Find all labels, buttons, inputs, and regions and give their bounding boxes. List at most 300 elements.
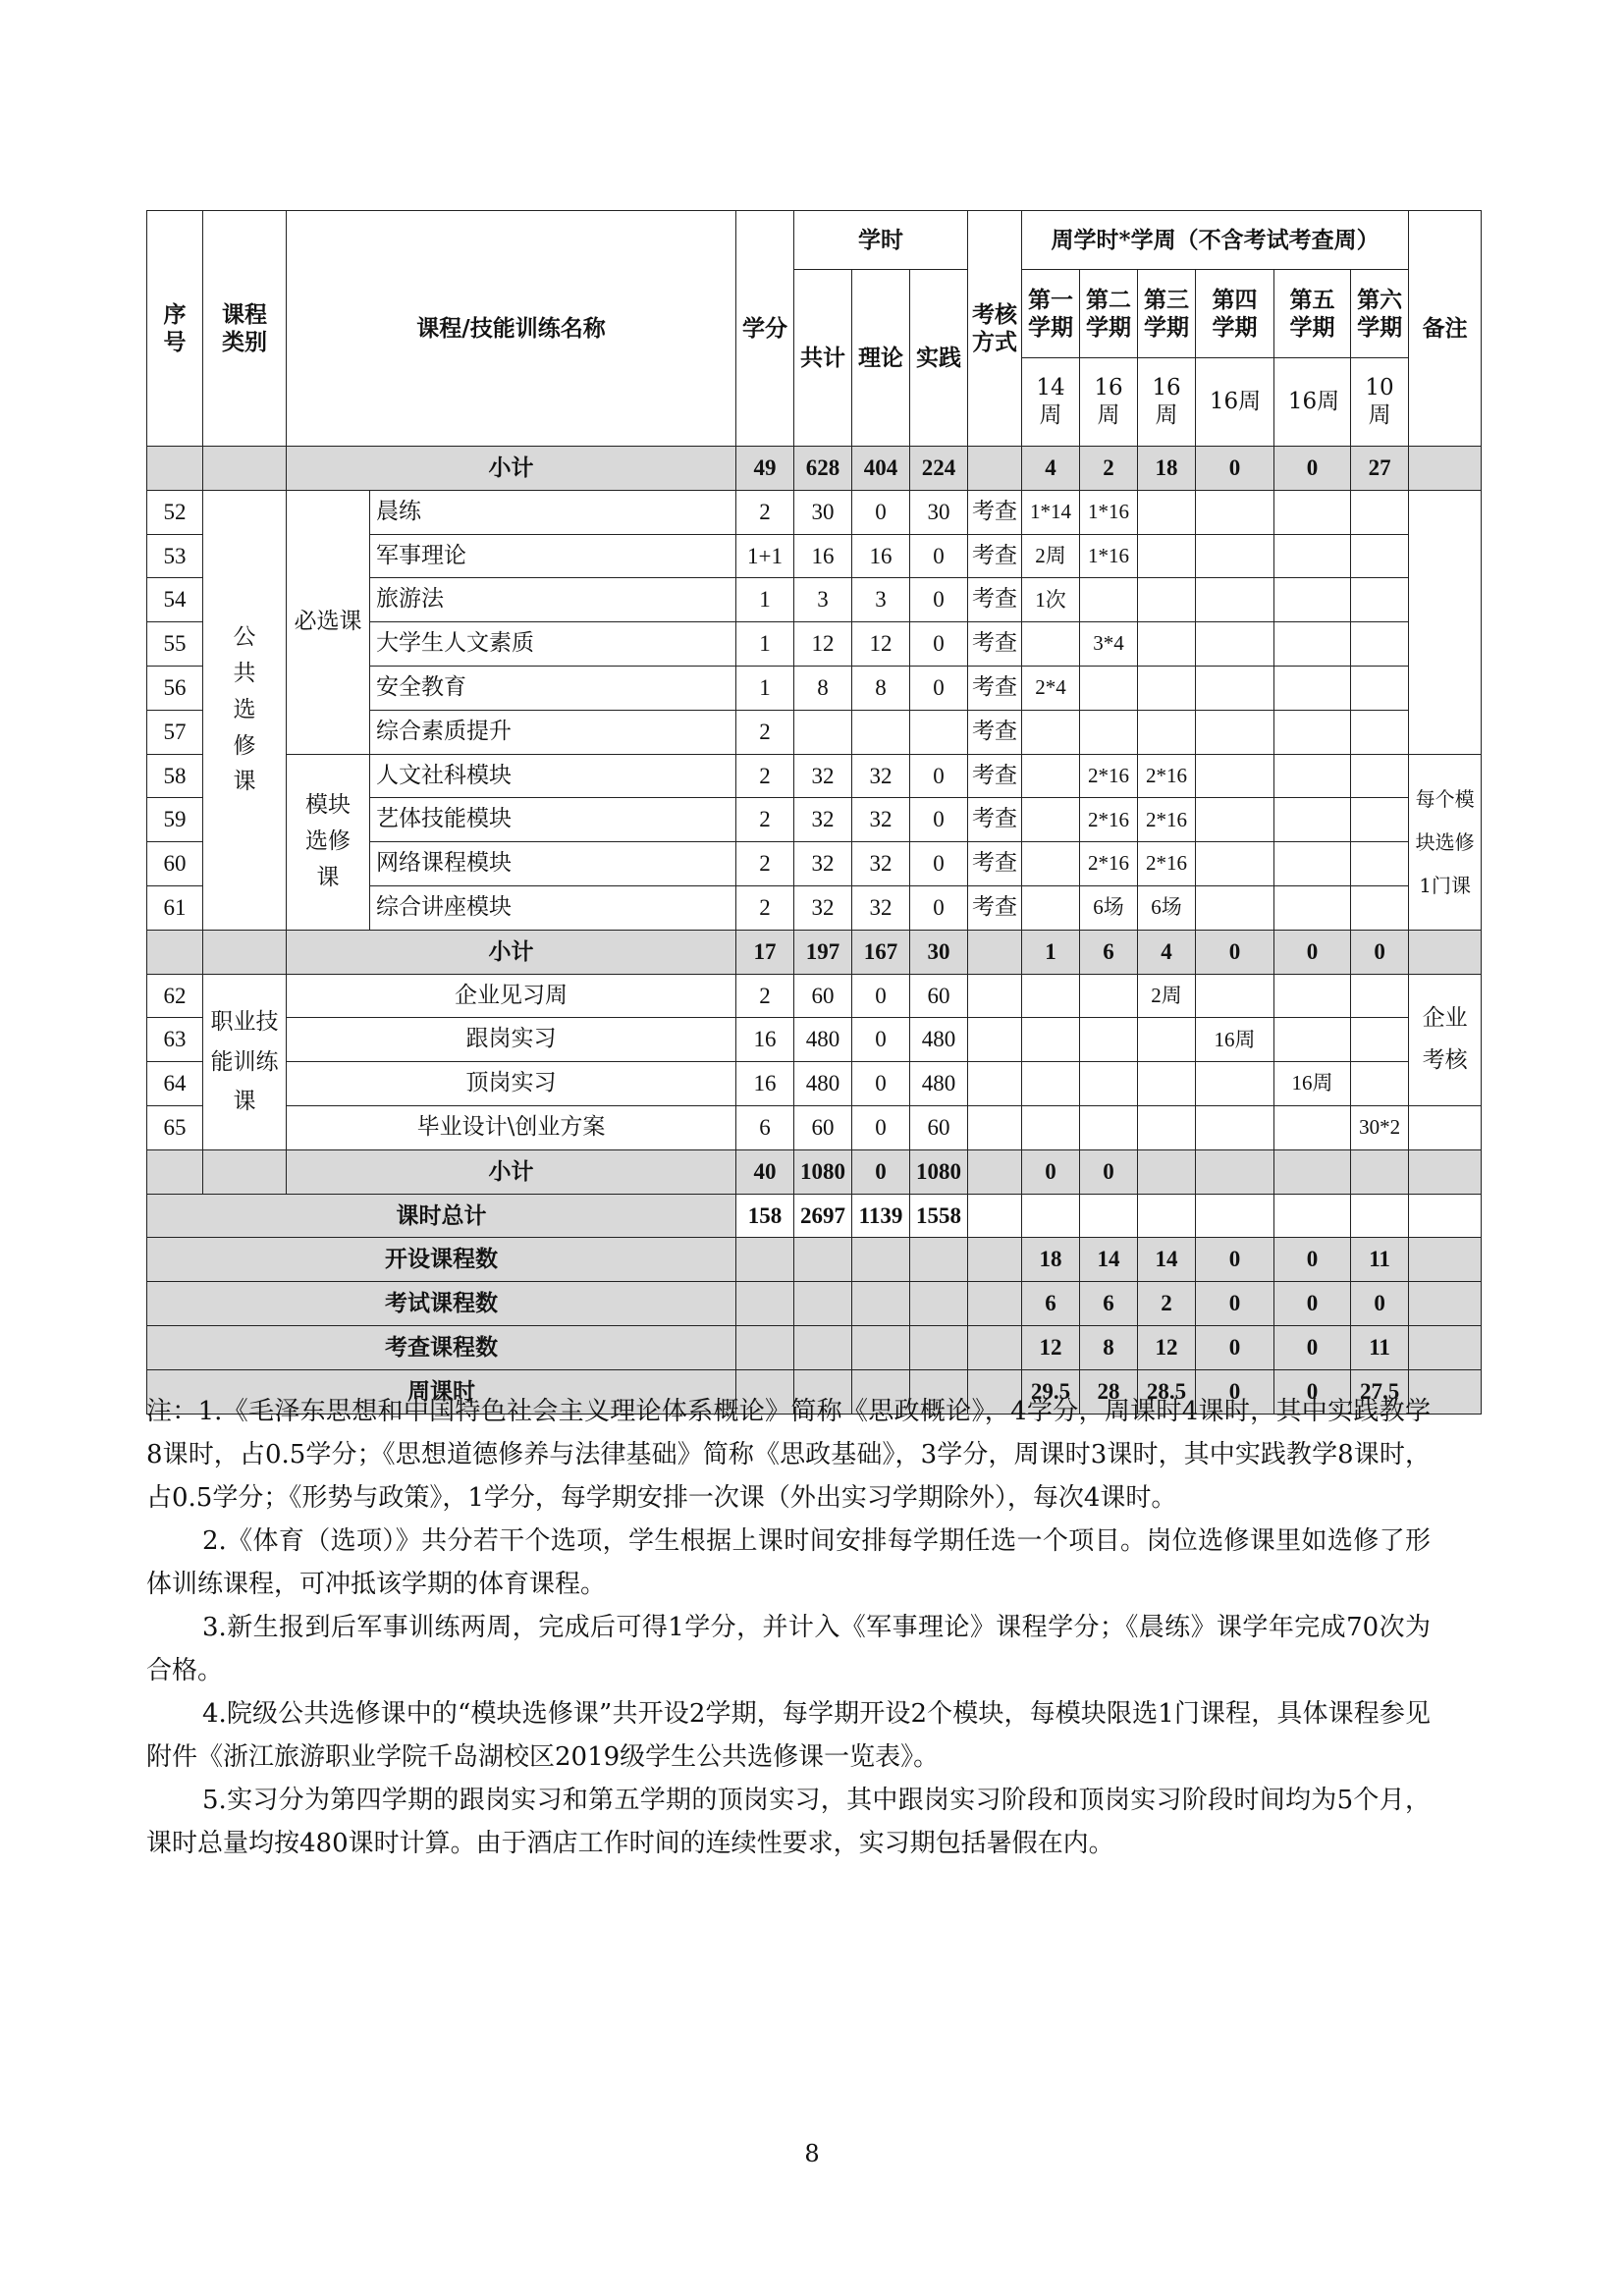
course-total: 8 bbox=[794, 666, 852, 710]
stats-empty-cell bbox=[794, 1282, 852, 1326]
header-term-4-text: 第四学期 bbox=[1212, 286, 1258, 341]
stats-label: 开设课程数 bbox=[147, 1238, 736, 1282]
header-term-3-text: 第三学期 bbox=[1144, 286, 1190, 341]
course-term-3: 2*16 bbox=[1138, 754, 1196, 798]
table-row bbox=[147, 974, 1482, 1018]
total-practice: 1558 bbox=[910, 1194, 968, 1238]
course-name: 综合讲座模块 bbox=[370, 885, 736, 930]
module-remark bbox=[1409, 754, 1482, 930]
course-name: 顶岗实习 bbox=[287, 1062, 736, 1106]
course-term-2 bbox=[1080, 1062, 1138, 1106]
subtotal-total: 197 bbox=[794, 930, 852, 974]
course-practice: 0 bbox=[910, 754, 968, 798]
course-term-6 bbox=[1351, 622, 1409, 667]
course-term-5 bbox=[1274, 1105, 1351, 1149]
course-term-4 bbox=[1196, 885, 1274, 930]
subtotal-theory: 167 bbox=[852, 930, 910, 974]
header-remarks: 备注 bbox=[1409, 211, 1482, 447]
course-theory bbox=[852, 710, 910, 754]
course-term-5 bbox=[1274, 490, 1351, 534]
note-5: 5.实习分为第四学期的跟岗实习和第五学期的顶岗实习，其中跟岗实习阶段和顶岗实习阶段时间均为5个月，课时总量均按480课时计算。由于酒店工作时间的连续性要求，实习期包括暑假在内。 bbox=[146, 1786, 1431, 1858]
subtotal-practice: 1080 bbox=[910, 1149, 968, 1194]
subtotal-empty-cell bbox=[203, 447, 287, 491]
course-term-4 bbox=[1196, 974, 1274, 1018]
course-term-6 bbox=[1351, 798, 1409, 842]
header-term-3-weeks bbox=[1138, 358, 1196, 447]
stats-term-6: 27.5 bbox=[1351, 1369, 1409, 1414]
course-credits: 1 bbox=[736, 578, 794, 622]
course-credits: 2 bbox=[736, 842, 794, 886]
subtotal-term-6: 27 bbox=[1351, 447, 1409, 491]
course-total: 30 bbox=[794, 490, 852, 534]
course-assess bbox=[968, 1105, 1022, 1149]
course-term-6 bbox=[1351, 974, 1409, 1018]
header-hours-total: 共计 bbox=[794, 270, 852, 447]
total-hours-row bbox=[147, 1194, 1482, 1238]
course-assess bbox=[968, 1018, 1022, 1062]
course-credits: 2 bbox=[736, 490, 794, 534]
course-term-1 bbox=[1022, 842, 1080, 886]
course-practice: 0 bbox=[910, 798, 968, 842]
header-hours-practice: 实践 bbox=[910, 270, 968, 447]
course-practice: 0 bbox=[910, 578, 968, 622]
course-term-6 bbox=[1351, 534, 1409, 578]
course-term-1: 1次 bbox=[1022, 578, 1080, 622]
course-term-4 bbox=[1196, 798, 1274, 842]
course-term-3 bbox=[1138, 710, 1196, 754]
course-term-2: 1*16 bbox=[1080, 490, 1138, 534]
table-row bbox=[147, 754, 1482, 798]
course-term-2 bbox=[1080, 974, 1138, 1018]
row-no: 63 bbox=[147, 1018, 203, 1062]
course-term-4 bbox=[1196, 534, 1274, 578]
course-theory: 0 bbox=[852, 1105, 910, 1149]
stats-term-1: 29.5 bbox=[1022, 1369, 1080, 1414]
subtotal-theory: 0 bbox=[852, 1149, 910, 1194]
stats-empty-cell bbox=[968, 1282, 1022, 1326]
stats-term-1: 18 bbox=[1022, 1238, 1080, 1282]
course-term-4 bbox=[1196, 1062, 1274, 1106]
course-term-5 bbox=[1274, 974, 1351, 1018]
stats-row bbox=[147, 1238, 1482, 1282]
course-name: 毕业设计\创业方案 bbox=[287, 1105, 736, 1149]
stats-term-3: 12 bbox=[1138, 1325, 1196, 1369]
row-no: 57 bbox=[147, 710, 203, 754]
page-number: 8 bbox=[804, 2140, 820, 2167]
subtotal-theory: 404 bbox=[852, 447, 910, 491]
stats-row bbox=[147, 1282, 1482, 1326]
header-term-3 bbox=[1138, 270, 1196, 358]
course-term-4 bbox=[1196, 754, 1274, 798]
subtotal-term-2: 2 bbox=[1080, 447, 1138, 491]
subtotal-credits: 17 bbox=[736, 930, 794, 974]
course-term-4 bbox=[1196, 578, 1274, 622]
course-assess: 考查 bbox=[968, 622, 1022, 667]
stats-label: 周课时 bbox=[147, 1369, 736, 1414]
course-term-3 bbox=[1138, 578, 1196, 622]
stats-term-4: 0 bbox=[1196, 1369, 1274, 1414]
subtotal-label: 小计 bbox=[287, 447, 736, 491]
header-term-4-weeks-text: 16周 bbox=[1209, 388, 1262, 414]
subcategory-module-text: 模块选修课 bbox=[305, 792, 351, 891]
subtotal-term-5: 0 bbox=[1274, 447, 1351, 491]
stats-empty-cell bbox=[968, 1238, 1022, 1282]
course-theory: 32 bbox=[852, 885, 910, 930]
course-term-6 bbox=[1351, 754, 1409, 798]
header-term-6-text: 第六学期 bbox=[1357, 286, 1403, 341]
course-total: 32 bbox=[794, 798, 852, 842]
header-term-1-text: 第一学期 bbox=[1028, 286, 1074, 341]
course-practice: 60 bbox=[910, 974, 968, 1018]
stats-term-1: 12 bbox=[1022, 1325, 1080, 1369]
total-empty-cell bbox=[1080, 1194, 1138, 1238]
subtotal-empty-cell bbox=[147, 930, 203, 974]
course-total: 32 bbox=[794, 885, 852, 930]
course-practice: 60 bbox=[910, 1105, 968, 1149]
category-vocational bbox=[203, 974, 287, 1149]
course-term-2: 6场 bbox=[1080, 885, 1138, 930]
total-empty-cell bbox=[1196, 1194, 1274, 1238]
category-vocational-text: 职业技能训练课 bbox=[210, 1009, 279, 1114]
course-name: 跟岗实习 bbox=[287, 1018, 736, 1062]
stats-empty-cell bbox=[910, 1282, 968, 1326]
course-total: 32 bbox=[794, 754, 852, 798]
total-credits: 158 bbox=[736, 1194, 794, 1238]
subtotal-term-5: 0 bbox=[1274, 930, 1351, 974]
stats-label: 考试课程数 bbox=[147, 1282, 736, 1326]
subtotal-term-4: 0 bbox=[1196, 447, 1274, 491]
header-assessment bbox=[968, 211, 1022, 447]
course-practice bbox=[910, 710, 968, 754]
header-credits: 学分 bbox=[736, 211, 794, 447]
course-practice: 0 bbox=[910, 534, 968, 578]
course-total: 12 bbox=[794, 622, 852, 667]
course-practice: 30 bbox=[910, 490, 968, 534]
subtotal-term-2: 0 bbox=[1080, 1149, 1138, 1194]
row-no: 54 bbox=[147, 578, 203, 622]
course-term-5 bbox=[1274, 710, 1351, 754]
notes-section bbox=[146, 1390, 1431, 1865]
subtotal-empty-cell bbox=[147, 1149, 203, 1194]
course-term-1: 1*14 bbox=[1022, 490, 1080, 534]
subtotal-term-4: 0 bbox=[1196, 930, 1274, 974]
course-name: 艺体技能模块 bbox=[370, 798, 736, 842]
stats-empty-cell bbox=[736, 1282, 794, 1326]
subtotal-assess-cell bbox=[968, 930, 1022, 974]
total-empty-cell bbox=[1274, 1194, 1351, 1238]
stats-term-2: 6 bbox=[1080, 1282, 1138, 1326]
course-term-1 bbox=[1022, 754, 1080, 798]
row-no: 55 bbox=[147, 622, 203, 667]
subtotal-row-prev bbox=[147, 447, 1482, 491]
course-credits: 2 bbox=[736, 974, 794, 1018]
course-term-1 bbox=[1022, 1062, 1080, 1106]
subcategory-module bbox=[287, 754, 370, 930]
subtotal-credits: 49 bbox=[736, 447, 794, 491]
course-total: 32 bbox=[794, 842, 852, 886]
note-3: 3.新生报到后军事训练两周，完成后可得1学分，并计入《军事理论》课程学分；《晨练》课学年完成70次为合格。 bbox=[146, 1613, 1431, 1685]
vocational-remark bbox=[1409, 974, 1482, 1105]
subtotal-term-3: 18 bbox=[1138, 447, 1196, 491]
stats-term-4: 0 bbox=[1196, 1238, 1274, 1282]
subtotal-assess-cell bbox=[968, 447, 1022, 491]
course-term-1 bbox=[1022, 974, 1080, 1018]
subtotal-term-6: 0 bbox=[1351, 930, 1409, 974]
stats-term-6: 0 bbox=[1351, 1282, 1409, 1326]
subtotal-total: 1080 bbox=[794, 1149, 852, 1194]
course-assess: 考查 bbox=[968, 534, 1022, 578]
header-term-5 bbox=[1274, 270, 1351, 358]
category-public-elective bbox=[203, 490, 287, 930]
table-row bbox=[147, 1018, 1482, 1062]
subtotal-term-2: 6 bbox=[1080, 930, 1138, 974]
course-total: 60 bbox=[794, 1105, 852, 1149]
course-credits: 2 bbox=[736, 798, 794, 842]
course-practice: 0 bbox=[910, 885, 968, 930]
subtotal-term-1: 4 bbox=[1022, 447, 1080, 491]
row-no: 53 bbox=[147, 534, 203, 578]
course-term-2 bbox=[1080, 1018, 1138, 1062]
course-total: 480 bbox=[794, 1062, 852, 1106]
course-theory: 0 bbox=[852, 490, 910, 534]
stats-term-2: 14 bbox=[1080, 1238, 1138, 1282]
course-theory: 32 bbox=[852, 842, 910, 886]
course-term-4 bbox=[1196, 710, 1274, 754]
header-assessment-text: 考核方式 bbox=[972, 300, 1018, 355]
course-term-4 bbox=[1196, 490, 1274, 534]
course-name: 晨练 bbox=[370, 490, 736, 534]
course-assess: 考查 bbox=[968, 710, 1022, 754]
course-name: 综合素质提升 bbox=[370, 710, 736, 754]
header-term-5-weeks bbox=[1274, 358, 1351, 447]
table-row bbox=[147, 490, 1482, 534]
course-term-5 bbox=[1274, 842, 1351, 886]
course-term-2: 3*4 bbox=[1080, 622, 1138, 667]
subtotal-practice: 224 bbox=[910, 447, 968, 491]
course-name: 企业见习周 bbox=[287, 974, 736, 1018]
stats-label: 考查课程数 bbox=[147, 1325, 736, 1369]
course-term-6: 30*2 bbox=[1351, 1105, 1409, 1149]
course-theory: 32 bbox=[852, 754, 910, 798]
stats-term-1: 6 bbox=[1022, 1282, 1080, 1326]
course-term-4 bbox=[1196, 622, 1274, 667]
stats-term-5: 0 bbox=[1274, 1238, 1351, 1282]
vocational-remark-text: 企业考核 bbox=[1422, 1004, 1468, 1074]
total-empty-cell bbox=[1138, 1194, 1196, 1238]
course-credits: 16 bbox=[736, 1062, 794, 1106]
course-assess: 考查 bbox=[968, 490, 1022, 534]
header-term-2-text: 第二学期 bbox=[1086, 286, 1132, 341]
row-no: 56 bbox=[147, 666, 203, 710]
course-term-5 bbox=[1274, 534, 1351, 578]
course-term-2: 2*16 bbox=[1080, 798, 1138, 842]
row-no: 62 bbox=[147, 974, 203, 1018]
header-term-6-weeks-text: 10周 bbox=[1365, 374, 1394, 428]
course-theory: 16 bbox=[852, 534, 910, 578]
subtotal-term-3 bbox=[1138, 1149, 1196, 1194]
header-weekly-group: 周学时*学周（不含考试考查周） bbox=[1022, 211, 1409, 270]
header-term-1-weeks-text: 14周 bbox=[1036, 374, 1065, 428]
course-term-1 bbox=[1022, 1018, 1080, 1062]
subtotal-term-6 bbox=[1351, 1149, 1409, 1194]
course-practice: 0 bbox=[910, 666, 968, 710]
table-row bbox=[147, 1105, 1482, 1149]
course-term-3 bbox=[1138, 1018, 1196, 1062]
header-term-5-weeks-text: 16周 bbox=[1287, 388, 1340, 414]
course-term-3: 2周 bbox=[1138, 974, 1196, 1018]
stats-term-2: 8 bbox=[1080, 1325, 1138, 1369]
row-no: 58 bbox=[147, 754, 203, 798]
stats-term-2: 28 bbox=[1080, 1369, 1138, 1414]
total-empty-cell bbox=[1409, 1194, 1482, 1238]
course-assess: 考查 bbox=[968, 885, 1022, 930]
subtotal-remark-cell bbox=[1409, 447, 1482, 491]
header-no-text: 序号 bbox=[163, 300, 187, 355]
stats-term-5: 0 bbox=[1274, 1325, 1351, 1369]
stats-empty-cell bbox=[794, 1238, 852, 1282]
subtotal-total: 628 bbox=[794, 447, 852, 491]
course-practice: 0 bbox=[910, 622, 968, 667]
course-term-1: 2*4 bbox=[1022, 666, 1080, 710]
stats-empty-cell bbox=[910, 1238, 968, 1282]
course-theory: 3 bbox=[852, 578, 910, 622]
header-hours-group: 学时 bbox=[794, 211, 968, 270]
course-term-4: 16周 bbox=[1196, 1018, 1274, 1062]
total-total: 2697 bbox=[794, 1194, 852, 1238]
stats-term-6: 11 bbox=[1351, 1238, 1409, 1282]
course-term-1 bbox=[1022, 798, 1080, 842]
course-total: 60 bbox=[794, 974, 852, 1018]
stats-empty-cell bbox=[736, 1238, 794, 1282]
course-assess: 考查 bbox=[968, 666, 1022, 710]
course-name: 旅游法 bbox=[370, 578, 736, 622]
stats-term-5: 0 bbox=[1274, 1369, 1351, 1414]
course-term-5 bbox=[1274, 885, 1351, 930]
course-name: 安全教育 bbox=[370, 666, 736, 710]
curriculum-table bbox=[146, 210, 1482, 1415]
course-term-1: 2周 bbox=[1022, 534, 1080, 578]
subtotal-term-4 bbox=[1196, 1149, 1274, 1194]
course-assess bbox=[968, 974, 1022, 1018]
course-theory: 32 bbox=[852, 798, 910, 842]
course-credits: 2 bbox=[736, 710, 794, 754]
course-term-3 bbox=[1138, 534, 1196, 578]
subtotal-label: 小计 bbox=[287, 1149, 736, 1194]
row-no: 52 bbox=[147, 490, 203, 534]
subtotal-label: 小计 bbox=[287, 930, 736, 974]
course-term-4 bbox=[1196, 1105, 1274, 1149]
course-term-3: 2*16 bbox=[1138, 842, 1196, 886]
category-public-elective-text: 公共选修课 bbox=[233, 624, 256, 795]
course-theory: 8 bbox=[852, 666, 910, 710]
table-row bbox=[147, 1062, 1482, 1106]
course-credits: 1 bbox=[736, 622, 794, 667]
header-course-name: 课程/技能训练名称 bbox=[287, 211, 736, 447]
course-credits: 2 bbox=[736, 885, 794, 930]
header-term-6 bbox=[1351, 270, 1409, 358]
remark-cell bbox=[1409, 490, 1482, 754]
stats-empty-cell bbox=[852, 1238, 910, 1282]
subtotal-row-vocational bbox=[147, 1149, 1482, 1194]
course-term-1 bbox=[1022, 710, 1080, 754]
header-term-2-weeks-text: 16周 bbox=[1094, 374, 1123, 428]
course-term-6 bbox=[1351, 1018, 1409, 1062]
course-term-5 bbox=[1274, 622, 1351, 667]
stats-empty-cell bbox=[1409, 1238, 1482, 1282]
course-theory: 0 bbox=[852, 1018, 910, 1062]
subtotal-empty-cell bbox=[203, 1149, 287, 1194]
row-no: 64 bbox=[147, 1062, 203, 1106]
course-assess: 考查 bbox=[968, 578, 1022, 622]
remark-cell bbox=[1409, 1105, 1482, 1149]
course-term-1 bbox=[1022, 1105, 1080, 1149]
course-assess bbox=[968, 1062, 1022, 1106]
header-term-4 bbox=[1196, 270, 1274, 358]
course-term-5 bbox=[1274, 798, 1351, 842]
course-term-5 bbox=[1274, 1018, 1351, 1062]
subtotal-term-1: 1 bbox=[1022, 930, 1080, 974]
row-no: 60 bbox=[147, 842, 203, 886]
row-no: 61 bbox=[147, 885, 203, 930]
subtotal-empty-cell bbox=[203, 930, 287, 974]
course-term-3: 2*16 bbox=[1138, 798, 1196, 842]
course-credits: 6 bbox=[736, 1105, 794, 1149]
stats-empty-cell bbox=[1409, 1325, 1482, 1369]
stats-empty-cell bbox=[852, 1325, 910, 1369]
stats-empty-cell bbox=[1409, 1282, 1482, 1326]
course-practice: 0 bbox=[910, 842, 968, 886]
header-term-1-weeks bbox=[1022, 358, 1080, 447]
header-term-4-weeks bbox=[1196, 358, 1274, 447]
stats-empty-cell bbox=[736, 1325, 794, 1369]
course-total: 16 bbox=[794, 534, 852, 578]
module-remark-text: 每个模块选修1门课 bbox=[1415, 786, 1475, 897]
stats-empty-cell bbox=[852, 1282, 910, 1326]
course-theory: 12 bbox=[852, 622, 910, 667]
row-no: 59 bbox=[147, 798, 203, 842]
course-term-2: 2*16 bbox=[1080, 754, 1138, 798]
subtotal-remark-cell bbox=[1409, 1149, 1482, 1194]
course-name: 大学生人文素质 bbox=[370, 622, 736, 667]
stats-term-4: 0 bbox=[1196, 1282, 1274, 1326]
course-term-2: 1*16 bbox=[1080, 534, 1138, 578]
course-term-3 bbox=[1138, 1062, 1196, 1106]
course-practice: 480 bbox=[910, 1018, 968, 1062]
course-name: 军事理论 bbox=[370, 534, 736, 578]
header-hours-theory: 理论 bbox=[852, 270, 910, 447]
course-total: 480 bbox=[794, 1018, 852, 1062]
stats-term-6: 11 bbox=[1351, 1325, 1409, 1369]
total-theory: 1139 bbox=[852, 1194, 910, 1238]
course-theory: 0 bbox=[852, 1062, 910, 1106]
course-term-2 bbox=[1080, 710, 1138, 754]
header-no bbox=[147, 211, 203, 447]
course-practice: 480 bbox=[910, 1062, 968, 1106]
course-term-2 bbox=[1080, 578, 1138, 622]
header-term-1 bbox=[1022, 270, 1080, 358]
header-term-3-weeks-text: 16周 bbox=[1152, 374, 1181, 428]
course-assess: 考查 bbox=[968, 798, 1022, 842]
header-term-6-weeks bbox=[1351, 358, 1409, 447]
subtotal-credits: 40 bbox=[736, 1149, 794, 1194]
course-total bbox=[794, 710, 852, 754]
subtotal-remark-cell bbox=[1409, 930, 1482, 974]
course-term-6 bbox=[1351, 490, 1409, 534]
course-term-5 bbox=[1274, 666, 1351, 710]
course-term-2: 2*16 bbox=[1080, 842, 1138, 886]
subtotal-assess-cell bbox=[968, 1149, 1022, 1194]
course-term-3 bbox=[1138, 622, 1196, 667]
